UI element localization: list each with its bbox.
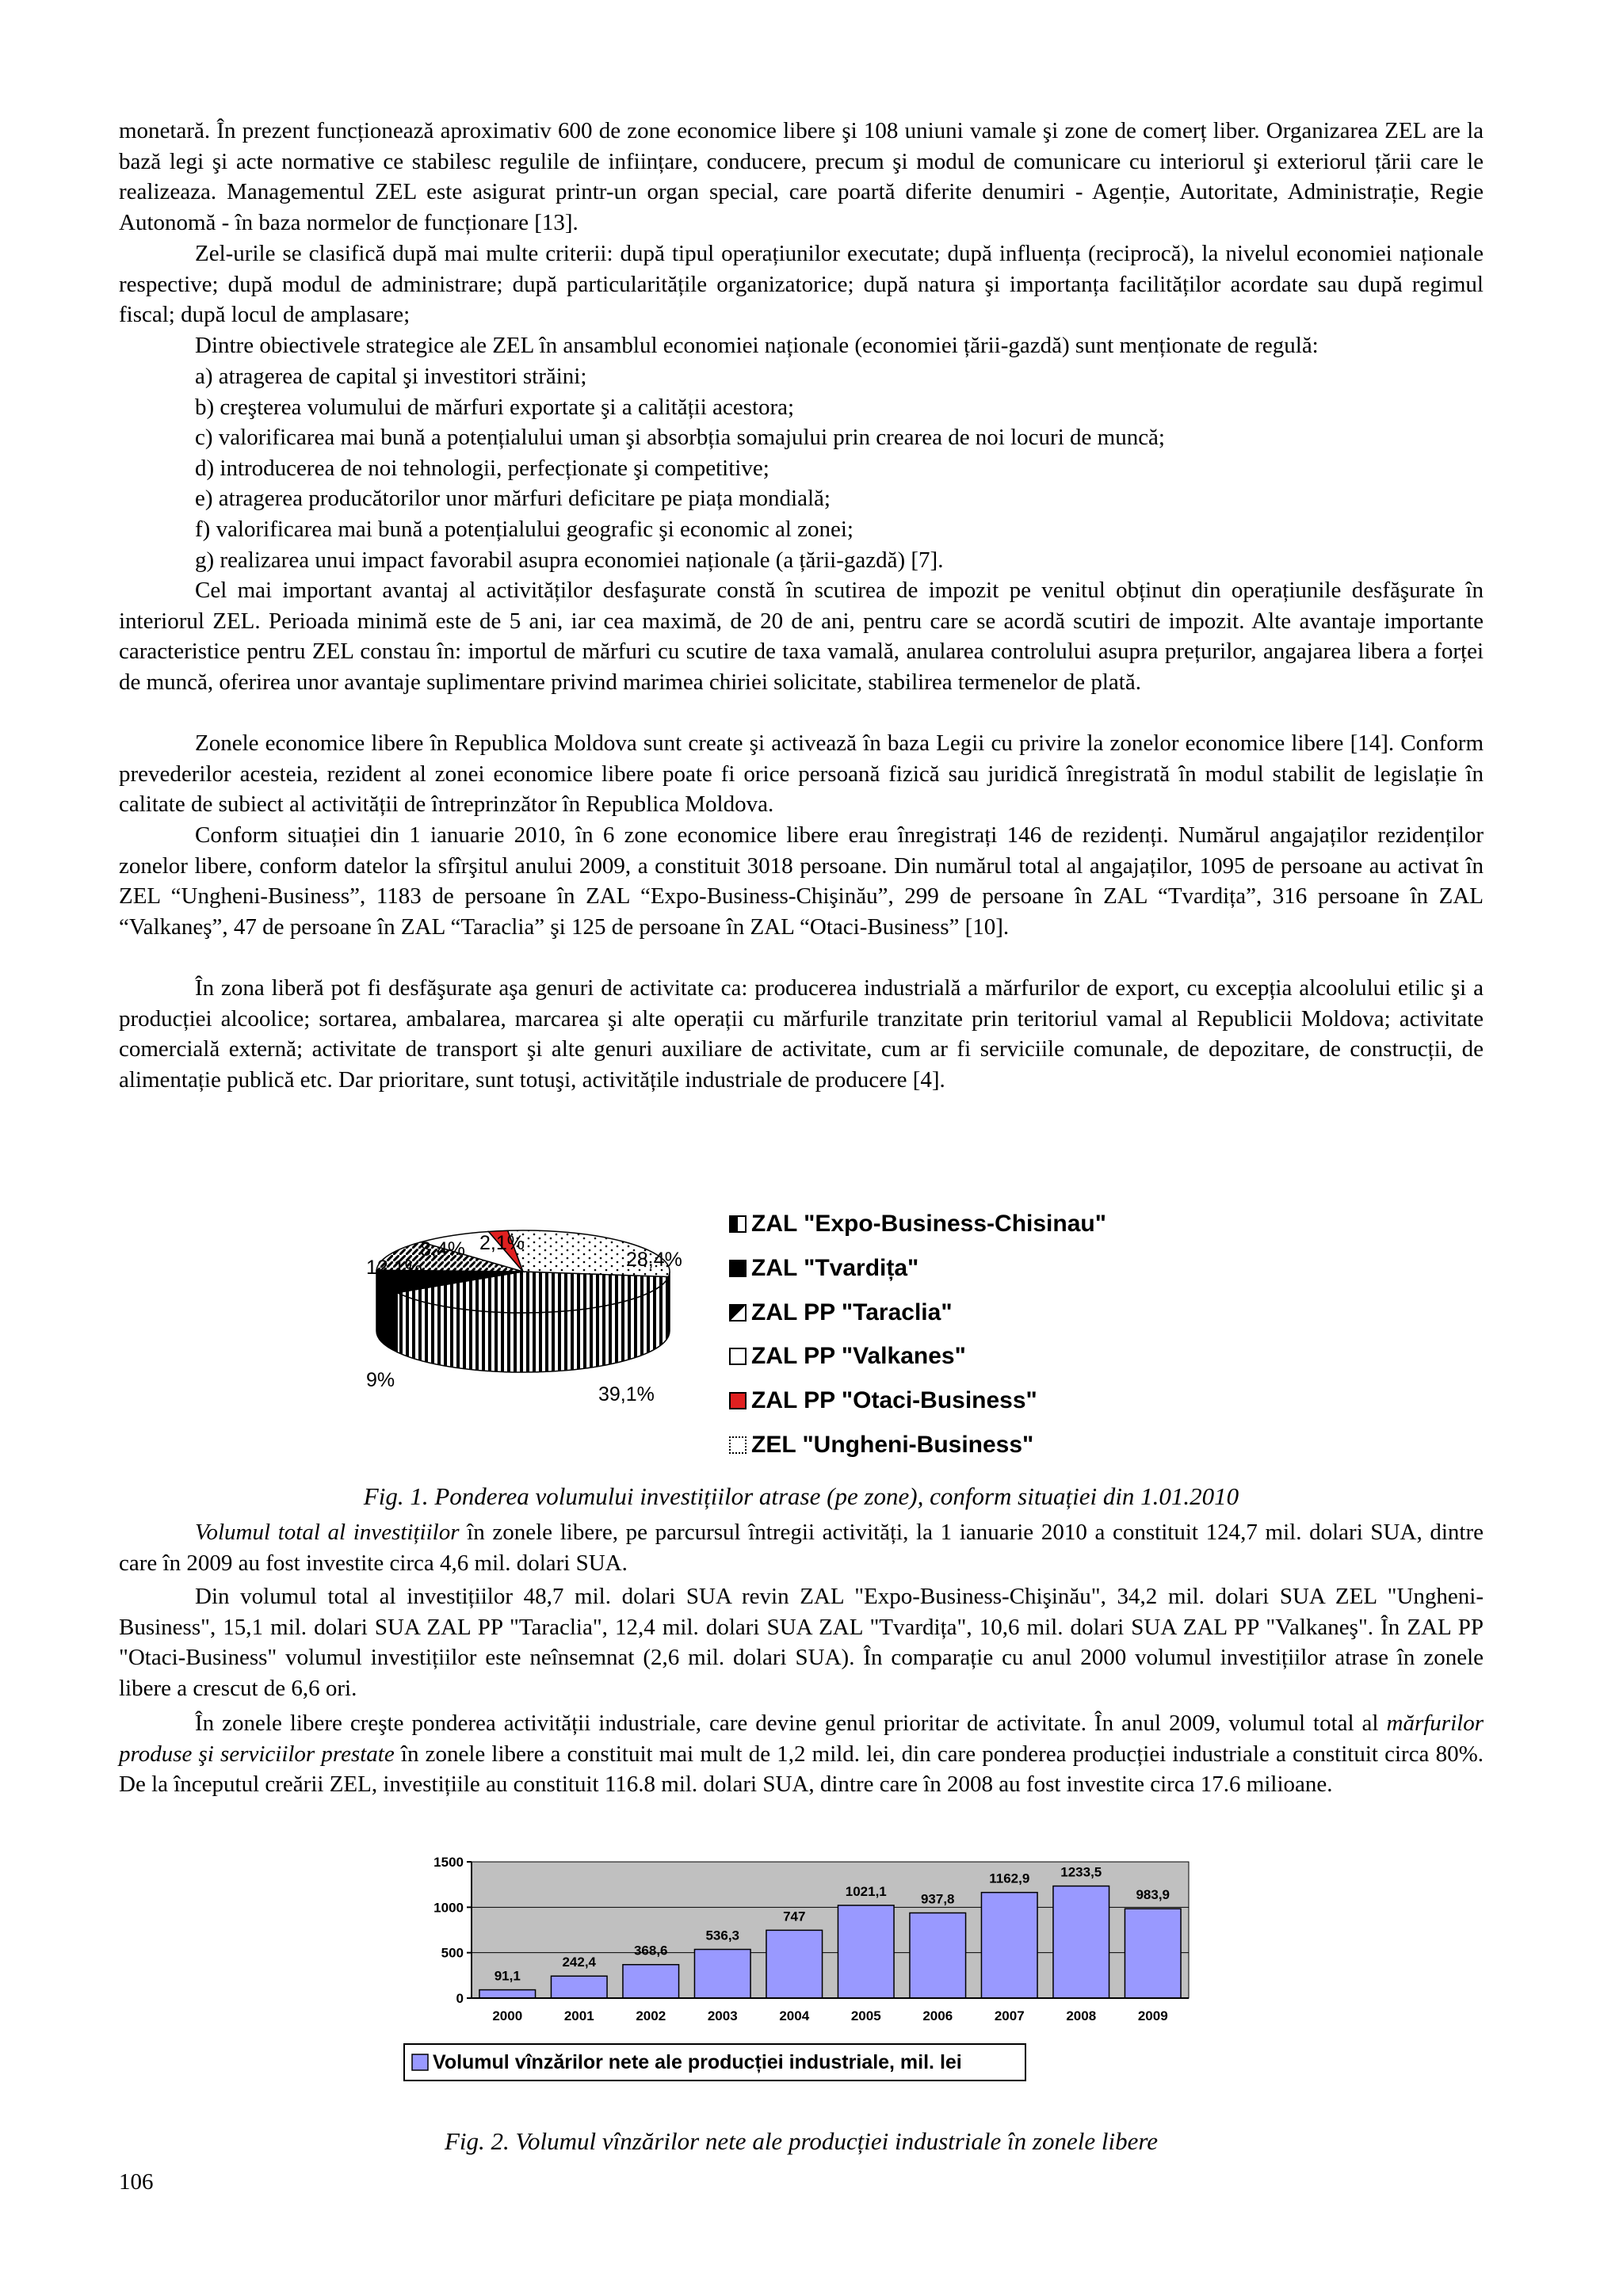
x-tick-label: 2003	[707, 2008, 738, 2023]
legend-label: ZEL "Ungheni-Business"	[751, 1432, 1034, 1458]
x-tick-label: 2002	[636, 2008, 666, 2023]
bar-value-label: 983,9	[1136, 1887, 1170, 1903]
paragraph-8	[119, 1517, 1484, 1578]
legend-swatch	[729, 1304, 747, 1322]
legend-label: ZAL PP "Taraclia"	[751, 1299, 953, 1325]
paragraph-1: monetară. În prezent funcționează aproximativ 600 de zone economice libere şi 108 uniuni vamale şi zone de comerț liber. Organizarea ZEL are la bază legi şi acte normative ce stabilesc regulile de inființare, conducere, precum şi modul de comunicare cu interiorul şi exteriorul țării care le realizeaza. Managementul ZEL este asigurat printr-un organ special, care poartă diferite denumiri - Agenție, Autoritate, Administrație, Regie Autonomă - în baza normelor de funcționare [13].	[119, 118, 1484, 235]
pie-slice-ungheni-side	[669, 1272, 670, 1337]
paragraph-4: Cel mai important avantaj al activităților desfaşurate constă în scutirea de impozit pe venitul obținut din operațiunile desfăşurate în interiorul ZEL. Perioada minimă este de 5 ani, iar cea maximă, de 20 de ani, pentru care se acordă scutiri de impozit. Alte avantaje importante caracteristice pentru ZEL constau în: importul de mărfuri cu scutire de taxa vamală, anularea controlului asupra prețurilor, angajarea libera a forței de muncă, oferirea unor avantaje suplimentare privind marimea chiriei solicitate, stabilirea termenelor de plată.	[119, 578, 1484, 695]
bar-2005	[838, 1905, 894, 1998]
legend-item-otaci	[729, 1387, 1037, 1414]
x-tick-label: 2004	[779, 2008, 810, 2023]
list-item: f) valorificarea mai bună a potențialului geografic şi economic al zonei;	[195, 516, 854, 542]
legend-item-expo	[729, 1211, 1106, 1238]
paragraph-7: În zona liberă pot fi desfăşurate aşa genuri de activitate ca: producerea industrială a mărfurilor de export, cu excepția alcoolului etilic şi a producției alcoolice; sortarea, ambalarea, marcarea şi alte operații cu mărfurile tranzitate prin teritoriul vamal al Republicii Moldova; activitate comercială externă; activitate de transport şi alte genuri auxiliare de activitate, cum ar fi serviciile comunale, de depozitare, de construcții, de alimentație publică etc. Dar prioritare, sunt totuşi, activitățile industriale de producere [4].	[119, 975, 1484, 1093]
bar-2003	[694, 1950, 750, 1998]
bar-value-label: 1162,9	[989, 1871, 1030, 1886]
pie-label-tvardita: 9%	[366, 1369, 395, 1391]
paragraph-5: Zonele economice libere în Republica Moldova sunt create şi activează în baza Legii cu privire la zonelor economice libere [14]. Conform prevederilor acesteia, rezident al zonei economice libere poate fi orice persoană fizică sau juridică înregistrată în modul stabilit de legislație în calitate de subiect al activității de întreprinzător în Republica Moldova.	[119, 730, 1484, 818]
x-tick-label: 2007	[994, 2008, 1025, 2023]
bar-2009	[1125, 1909, 1181, 1998]
paragraph-10-text-a: În zonele libere creşte ponderea activității industriale, care devine genul prioritar de activitate. În anul 2009, volumul total al	[195, 1711, 1387, 1736]
y-tick-label: 1500	[433, 1855, 464, 1870]
pie-chart	[349, 1204, 721, 1410]
bar-value-label: 1233,5	[1060, 1864, 1102, 1880]
legend-swatch	[729, 1260, 747, 1277]
y-tick-label: 1000	[433, 1900, 464, 1916]
legend-item-taraclia	[729, 1299, 953, 1326]
bar-2002	[623, 1965, 679, 1998]
legend-label: ZAL "Tvardița"	[751, 1255, 919, 1281]
pie-label-expo: 39,1%	[598, 1383, 655, 1405]
legend-item-valkanes	[729, 1343, 966, 1370]
list-item: c) valorificarea mai bună a potențialului uman şi absorbția somajului prin crearea de noi locuri de muncă;	[195, 425, 1165, 451]
list-item: e) atragerea producătorilor unor mărfuri deficitare pe piața mondială;	[195, 486, 831, 512]
y-tick-label: 500	[441, 1945, 464, 1961]
legend-item-tvardita	[729, 1255, 918, 1282]
bar-value-label: 1021,1	[845, 1883, 887, 1899]
bar-value-label: 937,8	[920, 1891, 955, 1907]
bar-value-label: 368,6	[633, 1943, 668, 1958]
paragraph-6: Conform situației din 1 ianuarie 2010, în 6 zone economice libere erau înregistrați 146 de rezidenți. Numărul angajaților rezidenților zonelor libere, conform datelor la sfîrşitul anului 2009, a constituit 3018 persoane. Din numărul total al angajaților, 1095 de persoane au activat în ZEL “Ungheni-Business”, 1183 de persoane în ZAL “Expo-Business-Chişinău”, 299 de persoane în ZAL “Tvardița”, 316 persoane în ZAL “Valkaneş”, 47 de persoane în ZAL “Taraclia” şi 125 de persoane în ZAL “Otaci-Business” [10].	[119, 822, 1484, 940]
bar-legend	[404, 2044, 1025, 2081]
x-tick-label: 2008	[1066, 2008, 1097, 2023]
legend-swatch	[729, 1348, 747, 1365]
paragraph-10	[119, 1708, 1484, 1800]
bar-2004	[766, 1930, 823, 1998]
legend-swatch	[729, 1215, 747, 1233]
legend-item-ungheni	[729, 1432, 1033, 1459]
pie-label-ungheni: 28,4%	[626, 1249, 682, 1271]
bar-value-label: 536,3	[705, 1928, 740, 1943]
bar-value-label: 747	[783, 1909, 806, 1924]
x-tick-label: 2005	[850, 2008, 881, 2023]
bar-chart	[396, 1846, 1212, 2107]
bar-legend-label: Volumul vînzărilor nete ale producției industriale, mil. lei	[433, 2051, 962, 2073]
x-tick-label: 2006	[922, 2008, 953, 2023]
bar-legend-swatch	[412, 2054, 428, 2070]
paragraph-10-text-b: în zonele libere a constituit mai mult de 1,2 mild. lei, din care ponderea producției industriale a constituit circa 80%. De la începutul creării ZEL, investițiile au constituit 116.8 mil. dolari SUA, dintre care în 2008 au fost investite circa 17.6 milioane.	[119, 1741, 1484, 1798]
objectives-list	[195, 361, 1484, 575]
figure-1-caption: Fig. 1. Ponderea volumului investițiilor atrase (pe zone), conform situației din 1.01.2010	[363, 1482, 1239, 1510]
x-tick-label: 2001	[563, 2008, 594, 2023]
list-item: a) atragerea de capital şi investitori străini;	[195, 364, 587, 389]
paragraph-2: Zel-urile se clasifică după mai multe criterii: după tipul operațiunilor executate; după influența (reciprocă), la nivelul economiei naționale respective; după modul de administrare; după particularitățile organizatorice; după natura şi importanța facilităților acordate sau după regimul fiscal; după locul de amplasare;	[119, 241, 1484, 328]
page-number: 106	[119, 2169, 154, 2195]
legend-label: ZAL PP "Valkanes"	[751, 1343, 966, 1369]
pie-label-valkanes: 8,4%	[420, 1238, 465, 1261]
legend-label: ZAL "Expo-Business-Chisinau"	[751, 1211, 1106, 1237]
pie-label-otaci: 2,1%	[479, 1232, 525, 1254]
figure-2-caption: Fig. 2. Volumul vînzărilor nete ale producției industriale în zonele libere	[444, 2127, 1159, 2155]
list-item: b) creşterea volumului de mărfuri exportate şi a calității acestora;	[195, 394, 795, 420]
list-item: g) realizarea unui impact favorabil asupra economiei naționale (a țării-gazdă) [7].	[195, 547, 944, 573]
legend-swatch	[729, 1392, 747, 1409]
y-tick-label: 0	[456, 1991, 464, 2006]
bar-2007	[981, 1893, 1037, 1998]
x-tick-label: 2009	[1137, 2008, 1168, 2023]
bar-2008	[1053, 1886, 1109, 1998]
paragraph-3: Dintre obiectivele strategice ale ZEL în ansamblul economiei naționale (economiei țării-gazdă) sunt menționate de regulă:	[195, 333, 1319, 358]
bar-value-label: 91,1	[494, 1968, 521, 1984]
paragraph-8-text: în zonele libere, pe parcursul întregii activități, la 1 ianuarie 2010 a constituit 124,7 mil. dolari SUA, dintre care în 2009 au fost investite circa 4,6 mil. dolari SUA.	[119, 1520, 1484, 1576]
bar-value-label: 242,4	[562, 1955, 597, 1970]
paragraph-9: Din volumul total al investițiilor 48,7 mil. dolari SUA revin ZAL "Expo-Business-Chişinău", 34,2 mil. dolari SUA ZEL "Ungheni-Business", 15,1 mil. dolari SUA ZAL PP "Taraclia", 12,4 mil. dolari SUA ZAL "Tvardița", 10,6 mil. dolari SUA ZAL PP "Valkaneş". În ZAL PP "Otaci-Business" volumul investițiilor este neînsemnat (2,6 mil. dolari SUA). În comparație cu anul 2000 volumul investițiilor atrase în zonele libere a crescut de 6,6 ori.	[119, 1584, 1484, 1701]
emphasis: Volumul total al investițiilor	[195, 1520, 460, 1545]
legend-label: ZAL PP "Otaci-Business"	[751, 1387, 1037, 1413]
legend-swatch	[729, 1436, 747, 1454]
pie-label-taraclia: 12,1%	[366, 1257, 422, 1279]
list-item: d) introducerea de noi tehnologii, perfecționate şi competitive;	[195, 455, 769, 481]
bar-2001	[551, 1976, 607, 1998]
emphasis: mărfurilor produse şi serviciilor prestate	[119, 1711, 1484, 1767]
bar-2006	[910, 1913, 966, 1998]
bar-2000	[479, 1990, 536, 1998]
x-tick-label: 2000	[492, 2008, 523, 2023]
